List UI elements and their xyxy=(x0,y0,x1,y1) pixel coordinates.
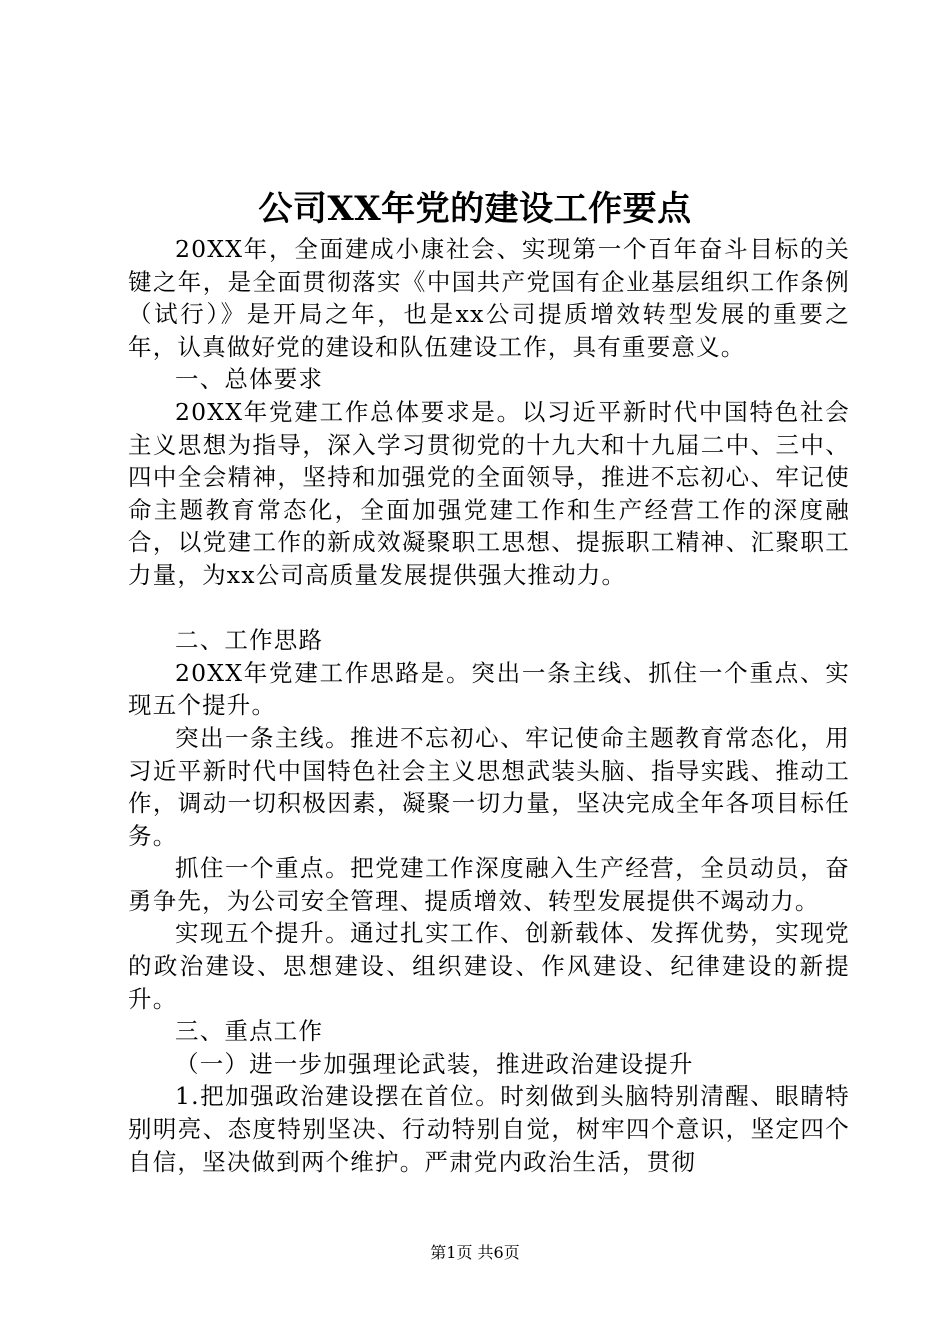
document-body xyxy=(128,233,850,1178)
section-heading-general-requirements: 一、总体要求 xyxy=(175,365,324,394)
subsection-heading-1: （一）进一步加强理论武装，推进政治建设提升 xyxy=(175,1049,694,1078)
document-title: 公司XX年党的建设工作要点 xyxy=(258,189,692,229)
item-1-paragraph: 1.把加强政治建设摆在首位。时刻做到头脑特别清醒、眼睛特别明亮、态度特别坚决、行动特别自觉，树牢四个意识，坚定四个自信，坚决做到两个维护。严肃党内政治生活，贯彻 xyxy=(128,1082,850,1176)
five-improvements-paragraph: 实现五个提升。通过扎实工作、创新载体、发挥优势，实现党的政治建设、思想建设、组织建设、作风建设、纪律建设的新提升。 xyxy=(128,919,850,1013)
page-footer: 第1页 共6页 xyxy=(430,1243,520,1262)
section-heading-key-work: 三、重点工作 xyxy=(175,1017,324,1046)
work-approach-paragraph: 20XX年党建工作思路是。突出一条主线、抓住一个重点、实现五个提升。 xyxy=(128,658,850,720)
main-line-paragraph: 突出一条主线。推进不忘初心、牢记使命主题教育常态化，用习近平新时代中国特色社会主义思想武装头脑、指导实践、推动工作，调动一切积极因素，凝聚一切力量，坚决完成全年各项目标任务。 xyxy=(128,723,850,850)
intro-paragraph: 20XX年，全面建成小康社会、实现第一个百年奋斗目标的关键之年，是全面贯彻落实《中国共产党国有企业基层组织工作条例（试行）》是开局之年，也是xx公司提质增效转型发展的重要之年，认真做好党的建设和队伍建设工作，具有重要意义。 xyxy=(128,235,850,361)
key-point-paragraph: 抓住一个重点。把党建工作深度融入生产经营，全员动员，奋勇争先，为公司安全管理、提质增效、转型发展提供不竭动力。 xyxy=(128,854,850,915)
section-heading-work-approach: 二、工作思路 xyxy=(175,626,324,655)
general-requirements-paragraph: 20XX年党建工作总体要求是。以习近平新时代中国特色社会主义思想为指导，深入学习贯彻党的十九大和十九届二中、三中、四中全会精神，坚持和加强党的全面领导，推进不忘初心、牢记使命主题教育常态化，全面加强党建工作和生产经营工作的深度融合，以党建工作的新成效凝聚职工思想、提振职工精神、汇聚职工力量，为xx公司高质量发展提供强大推动力。 xyxy=(128,397,850,589)
